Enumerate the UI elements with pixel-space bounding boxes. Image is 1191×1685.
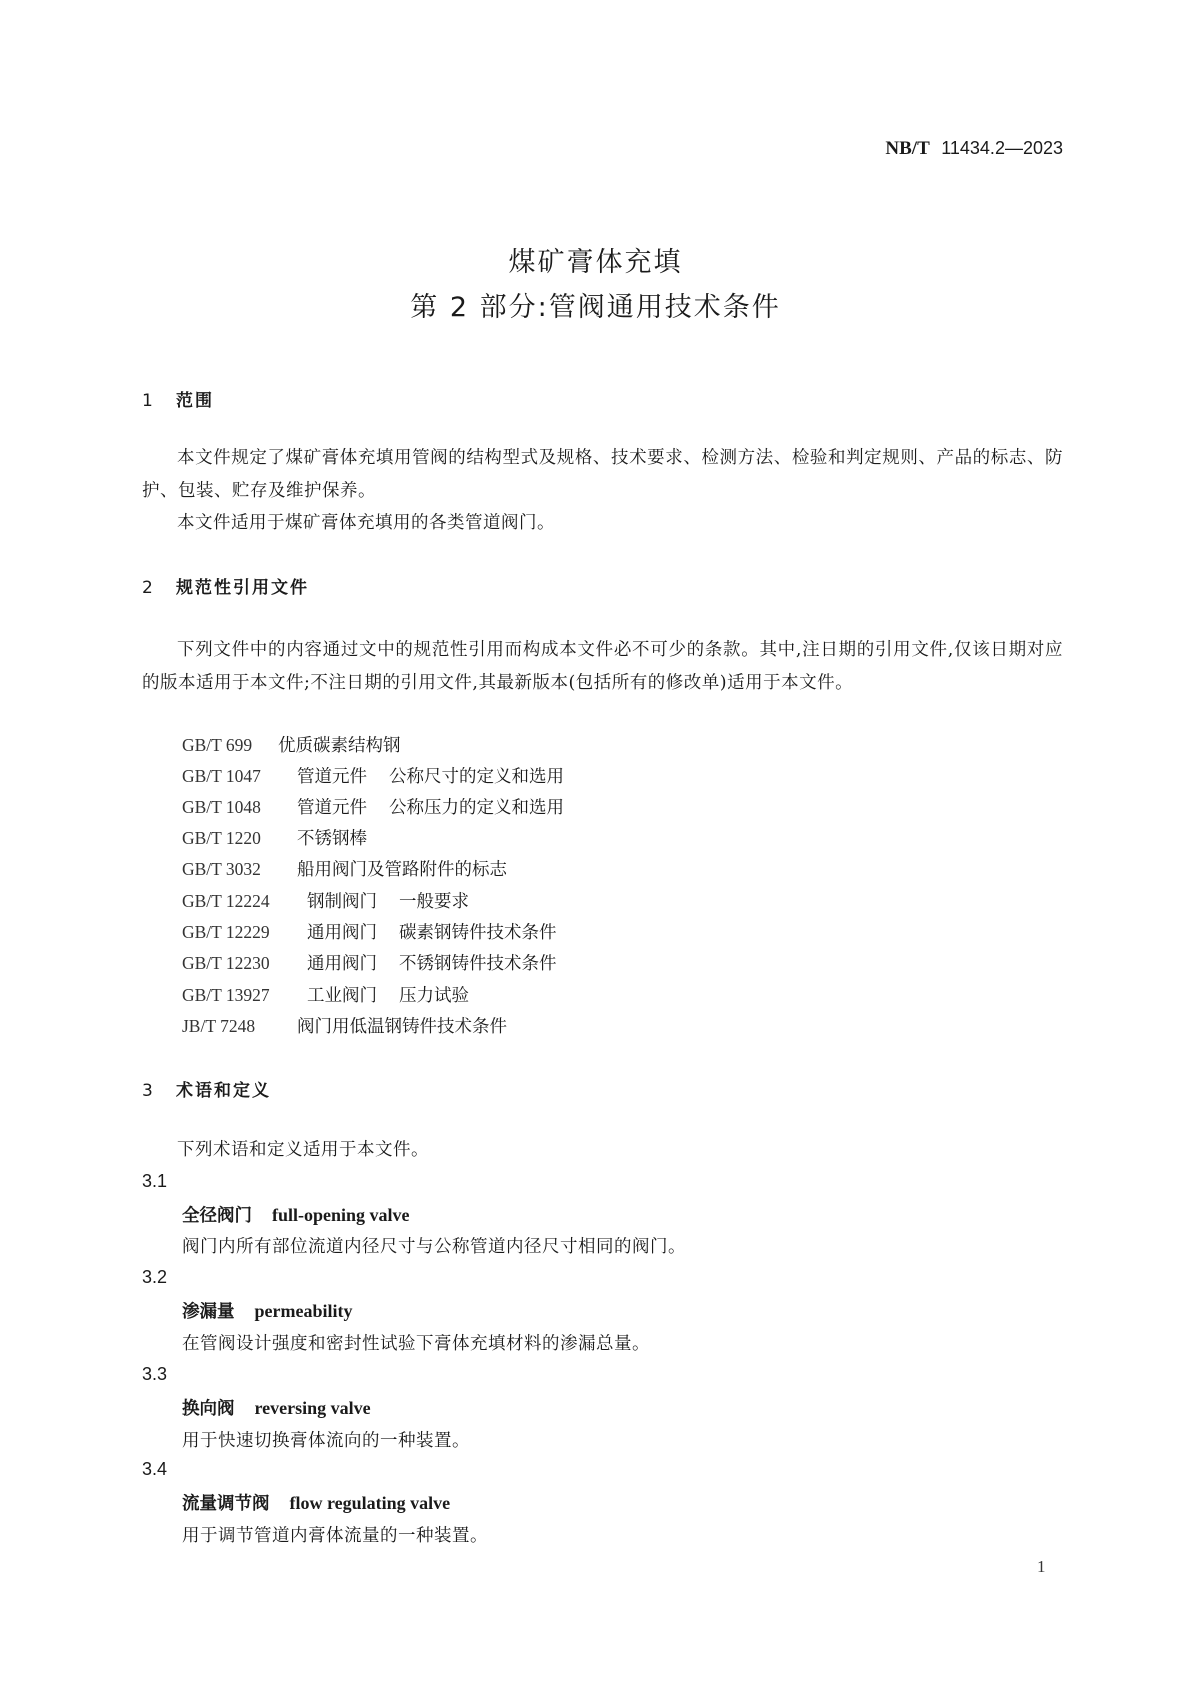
reference-item: GB/T 12230 通用阀门 不锈钢铸件技术条件: [182, 953, 557, 974]
section-heading-3: 3 术语和定义: [142, 1081, 271, 1101]
reference-item: GB/T 3032 船用阀门及管路附件的标志: [182, 859, 507, 880]
term-definition: 用于调节管道内膏体流量的一种装置。: [182, 1526, 488, 1546]
reference-item: JB/T 7248 阀门用低温钢铸件技术条件: [182, 1016, 507, 1037]
paragraph: 下列术语和定义适用于本文件。: [177, 1140, 429, 1160]
section-heading-1: 1 范围: [142, 391, 214, 411]
paragraph: 下列文件中的内容通过文中的规范性引用而构成本文件必不可少的条款。其中,注日期的引用文件,仅该日期对应的版本适用于本文件;不注日期的引用文件,其最新版本(包括所有的修改单)适用于本文件。: [142, 640, 1063, 693]
term-heading: 全径阀门 full-opening valve: [182, 1205, 410, 1226]
reference-item: GB/T 1220 不锈钢棒: [182, 828, 367, 849]
document-title: 煤矿膏体充填: [508, 247, 683, 278]
section-heading-2: 2 规范性引用文件: [142, 578, 309, 598]
page-number: 1: [1037, 1557, 1046, 1576]
section-1-body: [142, 442, 1063, 540]
clause-number: 3.2: [142, 1267, 168, 1287]
clause-number: 3.4: [142, 1459, 168, 1479]
section-3-intro: [142, 1134, 1063, 1167]
term-heading: 流量调节阀 flow regulating valve: [182, 1493, 451, 1514]
term-heading: 渗漏量 permeability: [182, 1301, 353, 1322]
standard-prefix: NB/T: [885, 138, 930, 159]
term-definition: 用于快速切换膏体流向的一种装置。: [182, 1431, 470, 1451]
term-definition: 在管阀设计强度和密封性试验下膏体充填材料的渗漏总量。: [182, 1334, 650, 1354]
reference-item: GB/T 1048 管道元件 公称压力的定义和选用: [182, 797, 564, 818]
document-code-header: [885, 138, 1063, 160]
reference-item: GB/T 12229 通用阀门 碳素钢铸件技术条件: [182, 922, 557, 943]
reference-item: GB/T 13927 工业阀门 压力试验: [182, 985, 469, 1006]
clause-number: 3.1: [142, 1171, 168, 1191]
paragraph: 本文件规定了煤矿膏体充填用管阀的结构型式及规格、技术要求、检测方法、检验和判定规则、产品的标志、防护、包装、贮存及维护保养。: [142, 448, 1063, 501]
term-heading: 换向阀 reversing valve: [182, 1398, 371, 1419]
section-2-body: [142, 634, 1063, 699]
document-subtitle: 第 2 部分:管阀通用技术条件: [410, 292, 781, 323]
reference-item: GB/T 1047 管道元件 公称尺寸的定义和选用: [182, 766, 564, 787]
paragraph: 本文件适用于煤矿膏体充填用的各类管道阀门。: [177, 513, 555, 533]
reference-item: GB/T 699 优质碳素结构钢: [182, 735, 401, 756]
standard-number: 11434.2—2023: [941, 138, 1063, 158]
clause-number: 3.3: [142, 1364, 168, 1384]
term-definition: 阀门内所有部位流道内径尺寸与公称管道内径尺寸相同的阀门。: [182, 1237, 686, 1257]
reference-item: GB/T 12224 钢制阀门 一般要求: [182, 891, 469, 912]
